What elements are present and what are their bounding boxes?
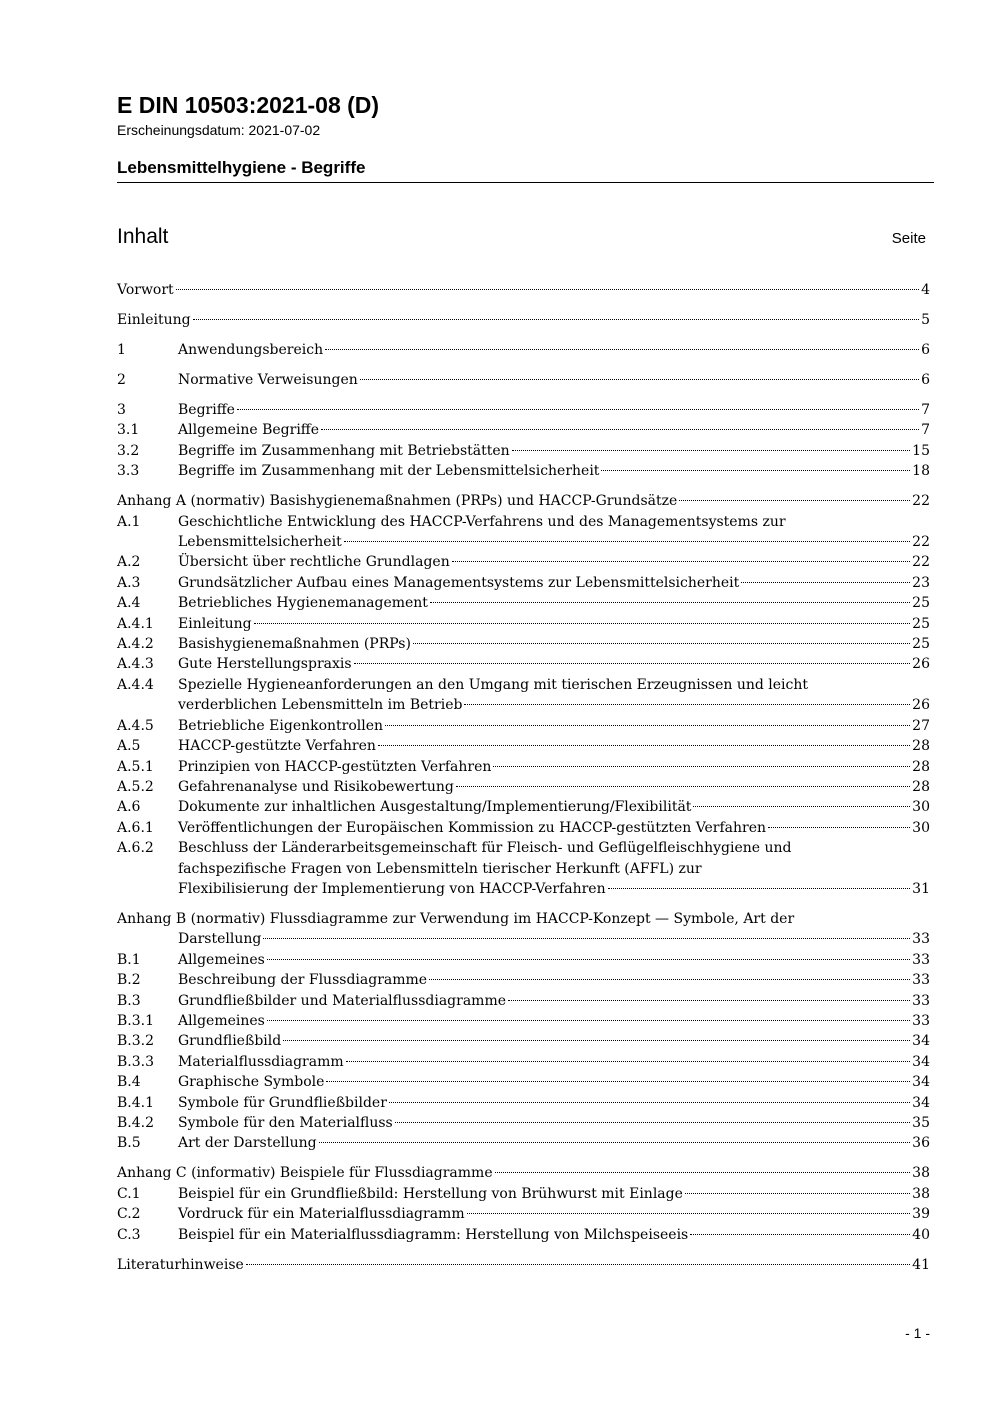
toc-entry-title: Anwendungsbereich [178, 342, 324, 358]
toc-leader-dots [283, 1040, 910, 1041]
toc-entry-title: Gute Herstellungspraxis [178, 656, 352, 673]
toc-entry[interactable] [117, 512, 930, 553]
toc-leader-dots [263, 938, 910, 939]
toc-entry[interactable] [117, 909, 930, 950]
toc-entry-page: 34 [912, 1094, 930, 1111]
toc-entry-body [178, 838, 930, 899]
toc-entry-line [178, 441, 930, 461]
toc-leader-dots [690, 1234, 910, 1235]
toc-entry-body [178, 757, 930, 777]
toc-entry-line [117, 909, 930, 929]
toc-entry-page: 28 [912, 738, 930, 755]
toc-entry-number: C.3 [117, 1226, 141, 1243]
toc-entry-page: 33 [912, 992, 930, 1009]
toc-entry-page: 40 [912, 1226, 930, 1243]
toc-entry-title: HACCP-gestützte Verfahren [178, 738, 376, 755]
toc-leader-dots [395, 1122, 910, 1123]
toc-entry-line [178, 675, 930, 695]
toc-entry-page: 28 [912, 778, 930, 795]
toc-leader-dots [346, 1061, 911, 1062]
toc-entry-line [178, 634, 930, 654]
toc-leader-dots [429, 979, 910, 980]
toc-entry-line [117, 280, 930, 300]
toc-entry-title: Grundsätzlicher Aufbau eines Managementsystems zur Lebensmittelsicherheit [178, 574, 740, 591]
toc-entry[interactable] [117, 491, 930, 511]
toc-leader-dots [464, 704, 910, 705]
toc-entry-body [178, 593, 930, 613]
toc-entry-body [178, 441, 930, 461]
toc-entry-line [178, 1031, 930, 1051]
toc-entry-body [178, 420, 930, 440]
toc-entry-body [178, 1113, 930, 1133]
toc-entry-body [178, 634, 930, 654]
toc-entry-body [178, 1031, 930, 1051]
toc-entry-page: 27 [912, 717, 930, 734]
toc-entry-line [178, 614, 930, 634]
toc-entry-body [178, 340, 930, 360]
toc-entry-title: Beschreibung der Flussdiagramme [178, 972, 428, 989]
toc-entry-number: C.2 [117, 1206, 141, 1223]
toc-entry-number: A.4 [117, 595, 141, 612]
toc-leader-dots [325, 349, 919, 350]
toc-entry-title: Allgemeines [178, 951, 265, 968]
toc-entry[interactable] [117, 573, 930, 593]
toc-entry-number: A.5.2 [117, 778, 154, 795]
toc-entry-title: Darstellung [178, 931, 262, 948]
toc-entry-number: A.4.2 [117, 636, 154, 653]
toc-leader-dots [456, 786, 910, 787]
toc-entry[interactable] [117, 1031, 930, 1051]
toc-entry-title: Geschichtliche Entwicklung des HACCP-Verfahrens und des Managementsystems zur [178, 513, 786, 530]
toc-entry-page: 33 [912, 951, 930, 968]
toc-leader-dots [693, 806, 910, 807]
toc-entry[interactable] [117, 593, 930, 613]
toc-entry-title: Anhang A (normativ) Basishygienemaßnahmen (PRPs) und HACCP-Grundsätze [117, 493, 678, 510]
toc-entry[interactable] [117, 340, 930, 360]
toc-entry-body [178, 716, 930, 736]
toc-entry[interactable] [117, 310, 930, 330]
toc-entry[interactable] [117, 1163, 930, 1183]
toc-entry-line [178, 1204, 930, 1224]
toc-entry[interactable] [117, 1204, 930, 1224]
toc-entry-title: Allgemeines [178, 1012, 265, 1029]
toc-entry[interactable] [117, 552, 930, 572]
toc-entry-title: Materialflussdiagramm [178, 1053, 344, 1070]
toc-entry-line [178, 340, 930, 360]
toc-entry-line [178, 552, 930, 572]
toc-leader-dots [237, 409, 919, 410]
toc-entry-number: 3.1 [117, 422, 140, 439]
toc-entry-page: 33 [912, 972, 930, 989]
toc-entry-body [117, 491, 930, 511]
toc-entry-line [178, 1072, 930, 1092]
toc-entry-body [178, 400, 930, 420]
toc-entry-title: Basishygienemaßnahmen (PRPs) [178, 636, 411, 653]
toc-entry-page: 7 [921, 402, 930, 418]
toc-page-label: Seite [891, 230, 926, 247]
toc-entry-page: 7 [921, 422, 930, 439]
toc-entry-title: Übersicht über rechtliche Grundlagen [178, 554, 450, 571]
toc-entry-line [178, 1184, 930, 1204]
toc-entry-number: B.1 [117, 951, 141, 968]
toc-leader-dots [679, 500, 910, 501]
toc-entry-title: Betriebliche Eigenkontrollen [178, 717, 384, 734]
toc-entry-body [178, 818, 930, 838]
toc-entry-body [178, 1052, 930, 1072]
toc-entry-body [178, 552, 930, 572]
toc-entry-line [178, 1093, 930, 1113]
toc-leader-dots [430, 602, 910, 603]
toc-leader-dots [344, 541, 910, 542]
toc-entry-body [178, 991, 930, 1011]
toc-entry-page: 34 [912, 1074, 930, 1091]
toc-entry-body [178, 797, 930, 817]
toc-leader-dots [685, 1193, 910, 1194]
toc-entry-page: 22 [912, 554, 930, 571]
toc-leader-dots [508, 1000, 910, 1001]
toc-entry-page: 26 [912, 697, 930, 714]
toc-entry[interactable] [117, 1184, 930, 1204]
toc-entry-title: Graphische Symbole [178, 1074, 325, 1091]
toc-entry[interactable] [117, 1093, 930, 1113]
toc-entry-title: Dokumente zur inhaltlichen Ausgestaltung/Implementierung/Flexibilität [178, 799, 692, 816]
toc-entry-number: B.2 [117, 972, 141, 989]
toc-entry-number: A.3 [117, 574, 141, 591]
toc-entry-title: Symbole für Grundfließbilder [178, 1094, 387, 1111]
toc-entry-number: A.4.1 [117, 615, 154, 632]
toc-entry[interactable] [117, 420, 930, 440]
toc-entry-number: B.5 [117, 1135, 141, 1152]
toc-entry-title: Spezielle Hygieneanforderungen an den Umgang mit tierischen Erzeugnissen und leicht [178, 676, 809, 693]
toc-entry-body [178, 614, 930, 634]
toc-entry-number: A.2 [117, 554, 141, 571]
toc-entry-line [178, 573, 930, 593]
toc-entry[interactable] [117, 370, 930, 390]
toc-entry[interactable] [117, 950, 930, 970]
toc-entry-body [178, 950, 930, 970]
toc-entry[interactable] [117, 1255, 930, 1275]
toc-entry-line [178, 879, 930, 899]
toc-entry-page: 25 [912, 595, 930, 612]
toc-entry[interactable] [117, 1113, 930, 1133]
toc-entry-title: Veröffentlichungen der Europäischen Kommission zu HACCP-gestützten Verfahren [178, 819, 767, 836]
toc-entry-title: Art der Darstellung [178, 1135, 317, 1152]
toc-entry-number: A.4.5 [117, 717, 154, 734]
toc-entry-page: 30 [912, 799, 930, 816]
toc-entry-page: 23 [912, 574, 930, 591]
toc-entry-page: 36 [912, 1135, 930, 1152]
toc-entry-number: B.4 [117, 1074, 141, 1091]
toc-entry-line [117, 310, 930, 330]
toc-entry-title: Flexibilisierung der Implementierung von HACCP-Verfahren [178, 880, 606, 897]
document-header [117, 91, 934, 183]
toc-entry-line [117, 491, 930, 511]
toc-entry-number: B.3 [117, 992, 141, 1009]
publication-date: Erscheinungsdatum: 2021-07-02 [117, 122, 321, 138]
toc-entry-page: 28 [912, 758, 930, 775]
toc-entry-number: B.3.3 [117, 1053, 155, 1070]
toc-leader-dots [495, 1172, 911, 1173]
toc-entry-number: A.4.3 [117, 656, 154, 673]
toc-entry-title: Literaturhinweise [117, 1256, 244, 1273]
toc-entry-line [117, 929, 930, 949]
toc-entry[interactable] [117, 280, 930, 300]
toc-entry-line [178, 370, 930, 390]
toc-entry-title: Normative Verweisungen [178, 372, 358, 388]
toc-entry-line [178, 818, 930, 838]
toc-entry[interactable] [117, 838, 930, 899]
toc-entry-body [178, 970, 930, 990]
document-id: E DIN 10503:2021-08 (D) [117, 92, 380, 118]
toc-entry-body [178, 777, 930, 797]
toc-entry-page: 6 [921, 372, 930, 388]
toc-leader-dots [319, 1142, 911, 1143]
toc-entry-number: C.1 [117, 1185, 141, 1202]
toc-entry-page: 33 [912, 931, 930, 948]
toc-leader-dots [467, 1213, 911, 1214]
toc-entry-title: Beispiel für ein Grundfließbild: Herstellung von Brühwurst mit Einlage [178, 1185, 683, 1202]
toc-leader-dots [176, 289, 919, 290]
document-title: Lebensmittelhygiene - Begriffe [117, 157, 934, 183]
toc-entry-page: 25 [912, 615, 930, 632]
toc-entry-line [178, 991, 930, 1011]
toc-leader-dots [413, 643, 910, 644]
toc-entry-number: 2 [117, 372, 126, 388]
toc-entry-page: 38 [912, 1165, 930, 1182]
toc-leader-dots [326, 1081, 910, 1082]
toc-entry-title: Grundfließbilder und Materialflussdiagramme [178, 992, 507, 1009]
toc-entry-page: 31 [912, 880, 930, 897]
toc-entry[interactable] [117, 818, 930, 838]
toc-leader-dots [354, 663, 911, 664]
toc-entry-title: Beschluss der Länderarbeitsgemeinschaft für Fleisch- und Geflügelfleischhygiene und [178, 840, 792, 857]
toc-entry-page: 38 [912, 1185, 930, 1202]
toc-entry-body [178, 654, 930, 674]
toc-entry-number: 1 [117, 342, 126, 358]
toc-leader-dots [493, 766, 910, 767]
toc-entry-line [178, 970, 930, 990]
toc-leader-dots [601, 470, 910, 471]
toc-leader-dots [321, 429, 919, 430]
toc-entry-body [117, 1163, 930, 1183]
toc-entry-body [178, 1184, 930, 1204]
toc-entry-title: Begriffe im Zusammenhang mit Betriebstätten [178, 442, 510, 459]
toc-entry-title: Anhang C (informativ) Beispiele für Flussdiagramme [117, 1165, 493, 1182]
toc-title: Inhalt [117, 225, 169, 248]
toc-entry-line [117, 1163, 930, 1183]
toc-entry-body [178, 1093, 930, 1113]
toc-entry-number: B.3.2 [117, 1033, 155, 1050]
toc-entry-title: Anhang B (normativ) Flussdiagramme zur Verwendung im HACCP-Konzept — Symbole, Art der [117, 910, 795, 927]
toc-entry[interactable] [117, 1072, 930, 1092]
toc-entry-line [178, 1011, 930, 1031]
toc-entry[interactable] [117, 757, 930, 777]
table-of-contents [117, 280, 930, 1275]
toc-entry-page: 35 [912, 1115, 930, 1131]
toc-leader-dots [193, 319, 920, 320]
toc-entry-number: B.4.2 [117, 1115, 155, 1131]
toc-leader-dots [768, 827, 910, 828]
toc-entry-number: 3.2 [117, 442, 140, 459]
toc-entry-number: A.5.1 [117, 758, 154, 775]
toc-entry-number: A.1 [117, 513, 141, 530]
toc-entry-number: A.5 [117, 738, 141, 755]
toc-entry[interactable] [117, 1225, 930, 1245]
toc-entry-title: Symbole für den Materialfluss [178, 1115, 393, 1131]
toc-entry[interactable] [117, 1133, 930, 1153]
toc-entry-line [178, 1133, 930, 1153]
toc-entry-line [178, 420, 930, 440]
toc-entry-line [178, 593, 930, 613]
toc-entry-title: Betriebliches Hygienemanagement [178, 595, 428, 612]
toc-entry-line [178, 950, 930, 970]
toc-entry-page: 4 [921, 282, 930, 298]
toc-entry-page: 22 [912, 534, 930, 551]
toc-entry-title: Beispiel für ein Materialflussdiagramm: Herstellung von Milchspeiseeis [178, 1226, 689, 1243]
toc-entry-title: verderblichen Lebensmitteln im Betrieb [178, 697, 463, 714]
toc-entry-page: 18 [912, 463, 930, 480]
toc-entry-page: 15 [912, 442, 930, 459]
toc-heading [117, 225, 926, 249]
toc-entry-line [178, 838, 930, 858]
toc-entry-title: Grundfließbild [178, 1033, 282, 1050]
toc-entry[interactable] [117, 614, 930, 634]
toc-entry-line [178, 716, 930, 736]
toc-entry-page: 41 [912, 1256, 930, 1273]
toc-entry-page: 34 [912, 1053, 930, 1070]
toc-entry[interactable] [117, 654, 930, 674]
toc-entry-title: Gefahrenanalyse und Risikobewertung [178, 778, 454, 795]
toc-entry[interactable] [117, 736, 930, 756]
toc-entry[interactable] [117, 716, 930, 736]
toc-entry-line [178, 654, 930, 674]
toc-entry-title: Prinzipien von HACCP-gestützten Verfahren [178, 758, 492, 775]
toc-entry-line [178, 400, 930, 420]
toc-entry[interactable] [117, 634, 930, 654]
toc-leader-dots [512, 450, 911, 451]
toc-entry-page: 5 [921, 312, 930, 328]
toc-entry-title: Vordruck für ein Materialflussdiagramm [178, 1206, 465, 1223]
toc-leader-dots [385, 725, 910, 726]
toc-entry-body [178, 1072, 930, 1092]
toc-entry-body [117, 310, 930, 330]
toc-entry-page: 30 [912, 819, 930, 836]
toc-entry-number: B.4.1 [117, 1094, 155, 1111]
toc-entry-line [178, 461, 930, 481]
toc-entry-title: Lebensmittelsicherheit [178, 534, 342, 551]
toc-entry-number: B.3.1 [117, 1012, 155, 1029]
toc-entry-page: 34 [912, 1033, 930, 1050]
toc-entry-number: A.6 [117, 799, 141, 816]
toc-leader-dots [741, 582, 910, 583]
toc-entry-body [178, 1204, 930, 1224]
toc-entry-line [178, 859, 930, 879]
toc-entry-line [178, 777, 930, 797]
toc-entry-title: Einleitung [178, 615, 252, 632]
toc-leader-dots [608, 888, 911, 889]
toc-entry-title: Einleitung [117, 312, 191, 328]
toc-leader-dots [254, 623, 911, 624]
toc-leader-dots [267, 1020, 910, 1021]
toc-entry-page: 6 [921, 342, 930, 358]
toc-entry-body [178, 461, 930, 481]
toc-entry-body [117, 909, 930, 950]
toc-entry-page: 22 [912, 493, 930, 510]
page-number: - 1 - [905, 1325, 930, 1341]
toc-entry[interactable] [117, 675, 930, 716]
toc-entry-body [178, 1011, 930, 1031]
toc-entry-page: 33 [912, 1012, 930, 1029]
toc-entry-line [178, 757, 930, 777]
toc-entry-line [117, 1255, 930, 1275]
toc-entry-number: 3.3 [117, 463, 140, 480]
toc-entry-body [178, 573, 930, 593]
toc-entry-body [117, 1255, 930, 1275]
toc-entry[interactable] [117, 441, 930, 461]
toc-entry-body [178, 736, 930, 756]
toc-entry-number: A.4.4 [117, 676, 154, 693]
toc-leader-dots [389, 1102, 910, 1103]
toc-leader-dots [246, 1264, 910, 1265]
toc-entry[interactable] [117, 1011, 930, 1031]
toc-entry-body [178, 675, 930, 716]
toc-entry-line [178, 532, 930, 552]
toc-entry[interactable] [117, 461, 930, 481]
toc-entry-line [178, 512, 930, 532]
toc-entry-page: 39 [912, 1206, 930, 1223]
toc-entry-page: 26 [912, 656, 930, 673]
toc-entry-body [178, 370, 930, 390]
toc-leader-dots [267, 959, 910, 960]
toc-entry-title: Vorwort [117, 282, 174, 298]
toc-entry-line [178, 695, 930, 715]
toc-entry-title: Begriffe im Zusammenhang mit der Lebensmittelsicherheit [178, 463, 600, 480]
toc-entry[interactable] [117, 400, 930, 420]
toc-entry-page: 25 [912, 636, 930, 653]
toc-entry-number: A.6.1 [117, 819, 154, 836]
toc-entry-line [178, 1113, 930, 1133]
toc-entry-body [178, 1133, 930, 1153]
toc-entry-line [178, 1052, 930, 1072]
toc-entry-body [178, 1225, 930, 1245]
toc-entry-line [178, 797, 930, 817]
toc-entry-line [178, 736, 930, 756]
toc-entry-body [178, 512, 930, 553]
toc-leader-dots [378, 745, 910, 746]
toc-entry-number: A.6.2 [117, 840, 154, 857]
toc-entry-body [117, 280, 930, 300]
toc-entry-title: Begriffe [178, 402, 235, 418]
toc-leader-dots [452, 561, 910, 562]
toc-entry[interactable] [117, 797, 930, 817]
toc-entry-title: Allgemeine Begriffe [178, 422, 320, 439]
toc-entry[interactable] [117, 991, 930, 1011]
toc-entry-title: fachspezifische Fragen von Lebensmitteln tierischer Herkunft (AFFL) zur [178, 860, 702, 877]
toc-entry[interactable] [117, 777, 930, 797]
toc-entry-line [178, 1225, 930, 1245]
toc-entry[interactable] [117, 1052, 930, 1072]
toc-entry-number: 3 [117, 402, 126, 418]
toc-entry[interactable] [117, 970, 930, 990]
toc-leader-dots [360, 379, 919, 380]
